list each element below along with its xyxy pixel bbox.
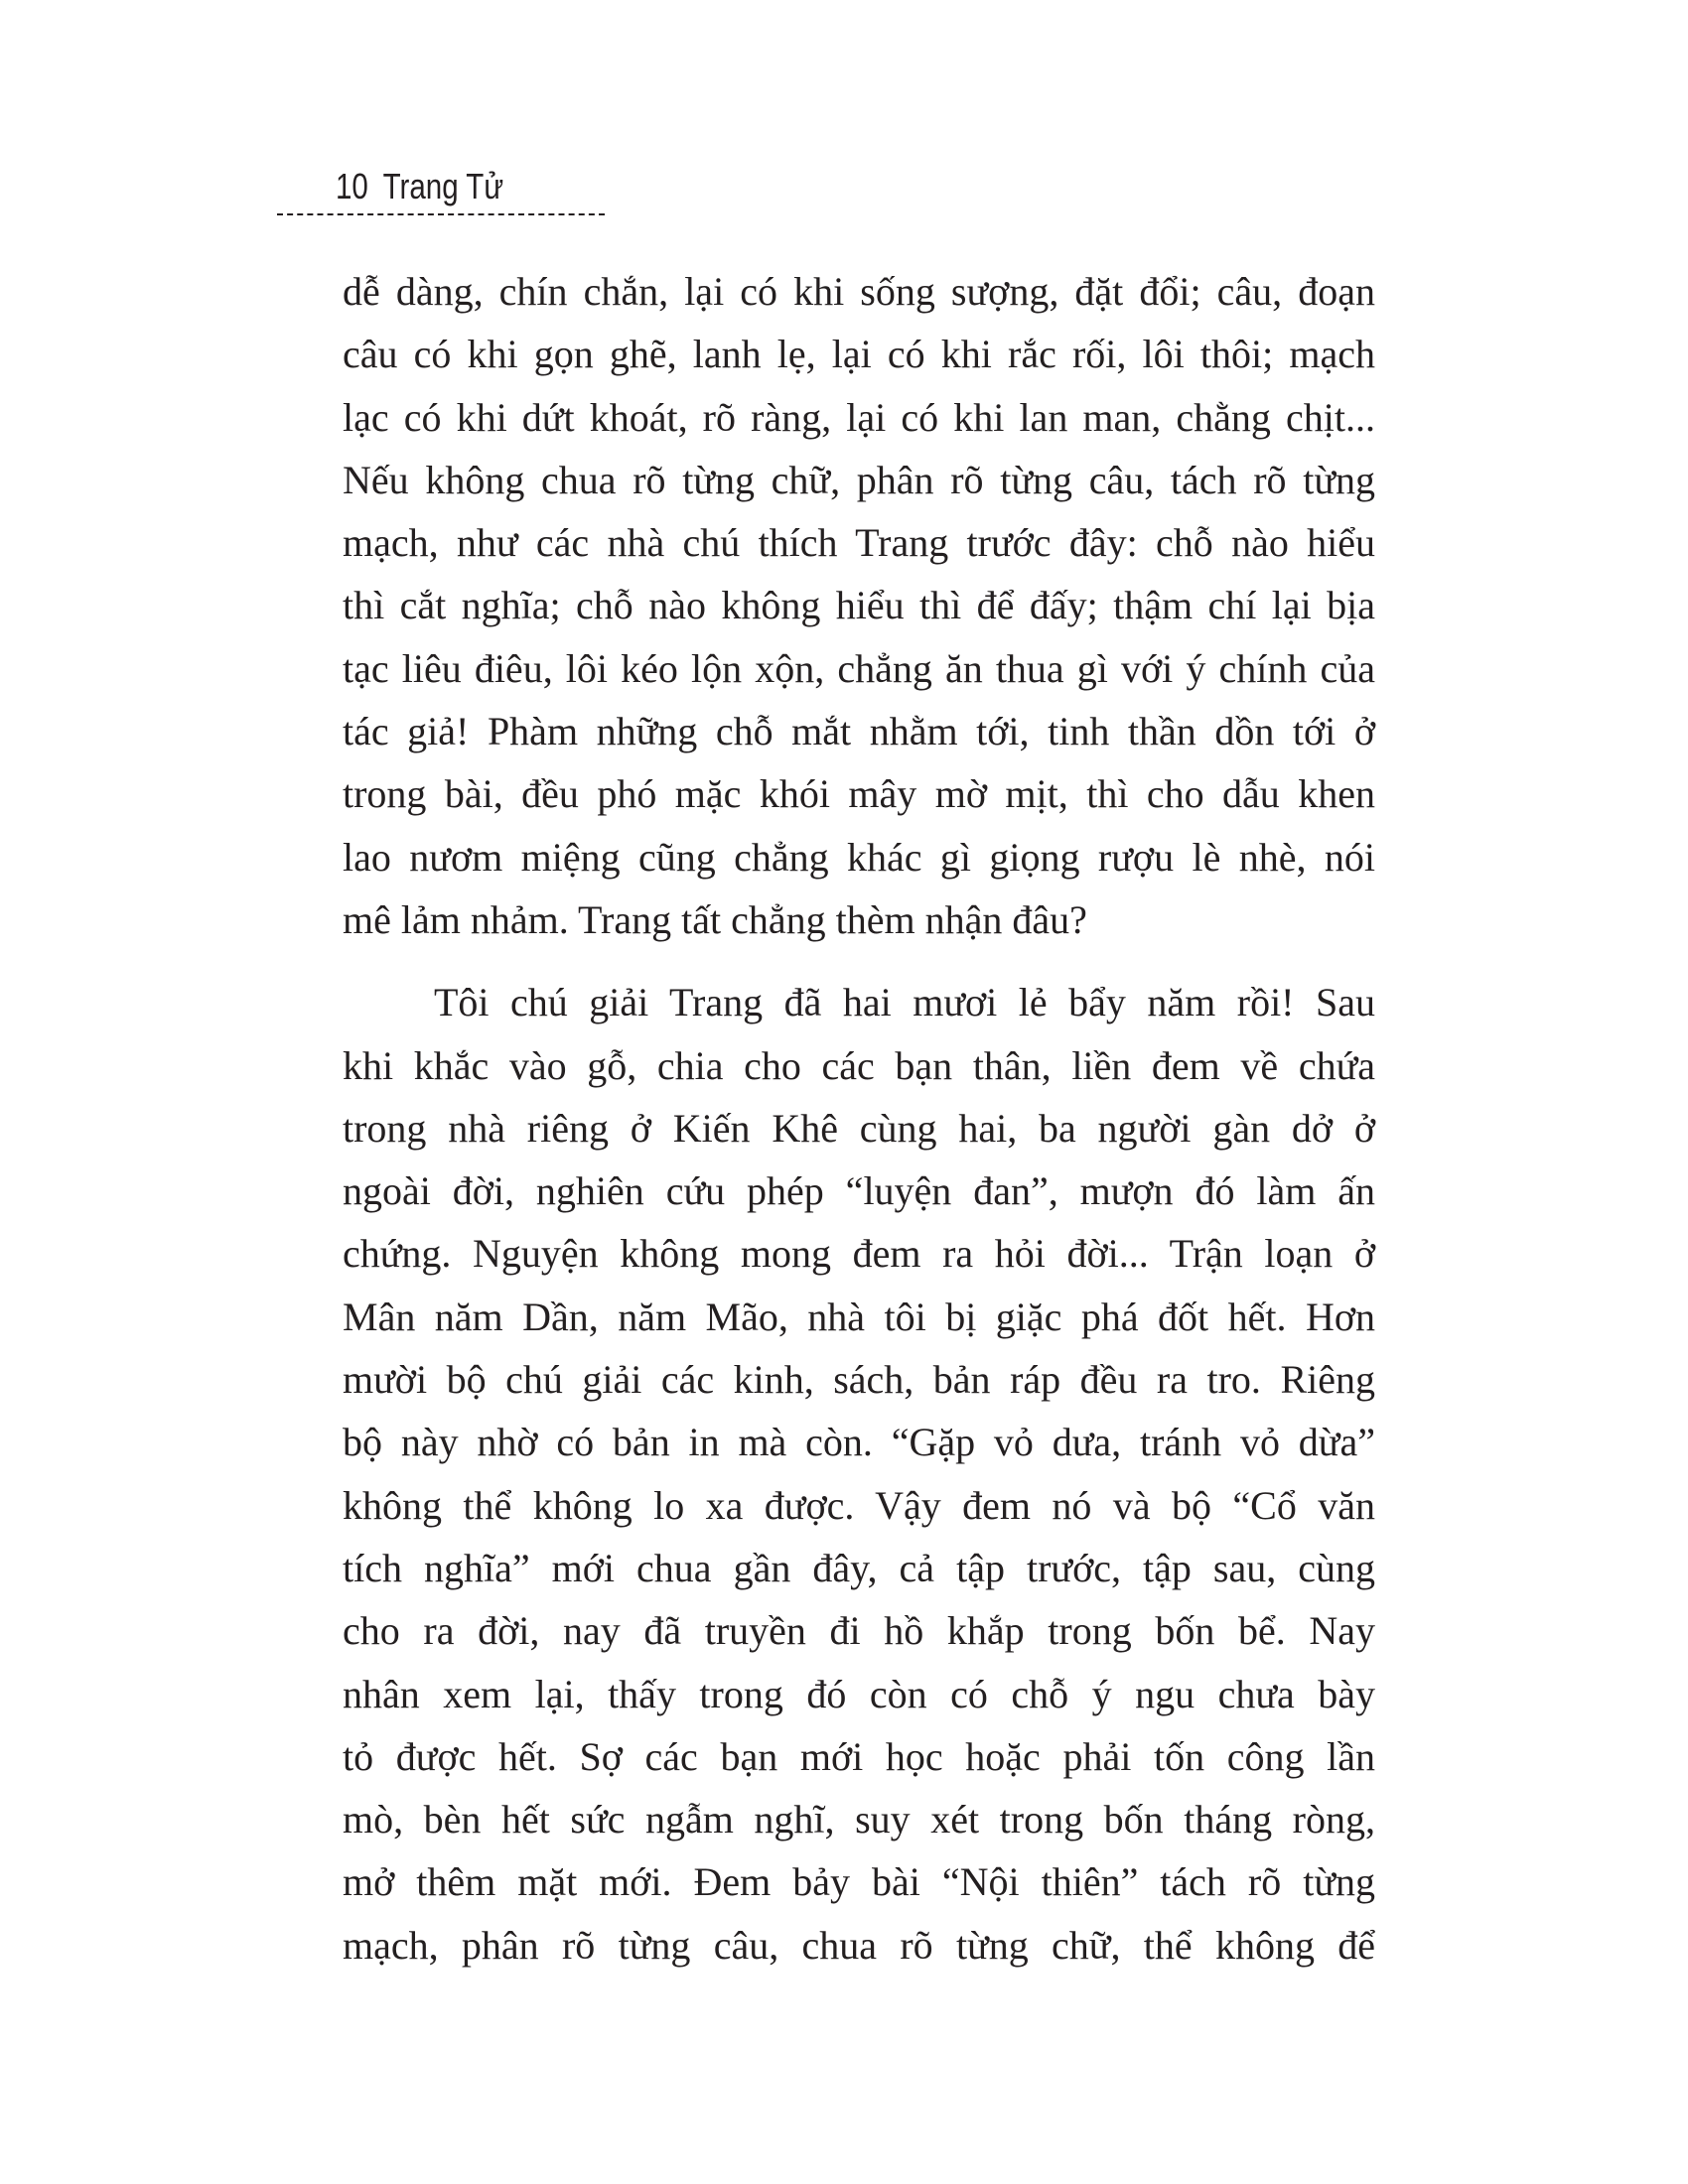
text-line: tỏ được hết. Sợ các bạn mới học hoặc phải tốn công lần — [343, 1733, 1375, 1779]
paragraph-gap — [343, 951, 1375, 971]
running-header — [336, 159, 503, 214]
text-line: thì cắt nghĩa; chỗ nào không hiểu thì để đấy; thậm chí lại bịa — [343, 583, 1375, 628]
text-line: không thể không lo xa được. Vậy đem nó và bộ “Cổ văn — [343, 1482, 1375, 1528]
text-line: chứng. Nguyện không mong đem ra hỏi đời... Trận loạn ở — [343, 1231, 1375, 1277]
text-line: tạc liêu điêu, lôi kéo lộn xộn, chẳng ăn thua gì với ý chính của — [343, 645, 1375, 691]
text-line: lạc có khi dứt khoát, rõ ràng, lại có khi lan man, chằng chịt... — [343, 394, 1375, 440]
text-line: trong bài, đều phó mặc khói mây mờ mịt, thì cho dẫu khen — [343, 771, 1375, 817]
text-line: bộ này nhờ có bản in mà còn. “Gặp vỏ dưa, tránh vỏ dừa” — [343, 1420, 1375, 1465]
page-number: 10 — [336, 166, 368, 206]
text-line: tác giả! Phàm những chỗ mắt nhằm tới, tinh thần dồn tới ở — [343, 709, 1375, 754]
text-line: mở thêm mặt mới. Đem bảy bài “Nội thiên” tách rõ từng — [343, 1859, 1375, 1905]
text-line: Nếu không chua rõ từng chữ, phân rõ từng câu, tách rõ từng — [343, 457, 1375, 502]
text-line: Mân năm Dần, năm Mão, nhà tôi bị giặc phá đốt hết. Hơn — [343, 1294, 1375, 1339]
text-line: nhân xem lại, thấy trong đó còn có chỗ ý ngu chưa bày — [343, 1671, 1375, 1716]
text-line: ngoài đời, nghiên cứu phép “luyện đan”, mượn đó làm ấn — [343, 1168, 1375, 1214]
text-line: mò, bèn hết sức ngẫm nghĩ, suy xét trong bốn tháng ròng, — [343, 1797, 1375, 1843]
text-line: mười bộ chú giải các kinh, sách, bản ráp đều ra tro. Riêng — [343, 1357, 1375, 1403]
text-line: mê lảm nhảm. Trang tất chẳng thèm nhận đâu? — [343, 896, 1087, 942]
text-line: mạch, như các nhà chú thích Trang trước đây: chỗ nào hiểu — [343, 520, 1375, 566]
paragraph-2 — [343, 971, 1375, 1977]
header-dashed-rule — [277, 213, 605, 215]
text-line: dễ dàng, chín chắn, lại có khi sống sượng, đặt đổi; câu, đoạn — [343, 269, 1375, 314]
text-line: trong nhà riêng ở Kiến Khê cùng hai, ba người gàn dở ở — [343, 1105, 1375, 1151]
text-line: Tôi chú giải Trang đã hai mươi lẻ bẩy năm rồi! Sau — [434, 980, 1375, 1025]
book-title: Trang Tử — [382, 166, 504, 206]
text-line: mạch, phân rõ từng câu, chua rõ từng chữ, thể không để — [343, 1922, 1375, 1968]
text-line: tích nghĩa” mới chua gần đây, cả tập trước, tập sau, cùng — [343, 1545, 1375, 1590]
text-line: câu có khi gọn ghẽ, lanh lẹ, lại có khi rắc rối, lôi thôi; mạch — [343, 332, 1375, 377]
text-line: cho ra đời, nay đã truyền đi hồ khắp trong bốn bể. Nay — [343, 1608, 1375, 1654]
text-line: khi khắc vào gỗ, chia cho các bạn thân, liền đem về chứa — [343, 1042, 1375, 1088]
body-text — [343, 260, 1375, 1977]
text-line: lao nươm miệng cũng chẳng khác gì giọng rượu lè nhè, nói — [343, 834, 1375, 880]
paragraph-1 — [343, 260, 1375, 951]
